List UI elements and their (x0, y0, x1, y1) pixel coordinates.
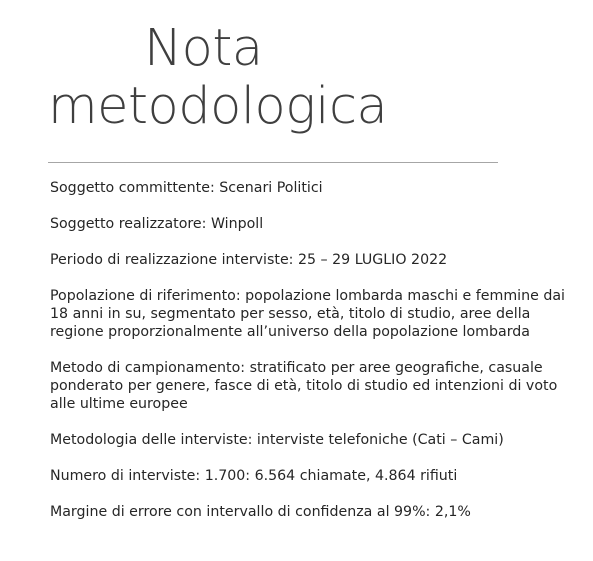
page-title (48, 20, 568, 136)
text-line: 18 anni in su, segmentato per sesso, età, titolo di studio, aree della (50, 306, 531, 322)
text-line: Soggetto committente: Scenari Politici (50, 180, 323, 196)
title-divider (48, 162, 498, 163)
paragraph-campionamento (50, 359, 570, 413)
paragraph-metodologia (50, 431, 570, 449)
text-line: Margine di errore con intervallo di confidenza al 99%: 2,1% (50, 504, 471, 520)
title-line-2: metodologica (48, 77, 388, 136)
paragraph-committente (50, 179, 570, 197)
text-line: regione proporzionalmente all’universo della popolazione lombarda (50, 324, 530, 340)
text-line: Metodologia delle interviste: interviste telefoniche (Cati – Cami) (50, 432, 504, 448)
title-line-1: Nota (144, 19, 263, 78)
paragraph-periodo (50, 251, 570, 269)
text-line: Numero di interviste: 1.700: 6.564 chiamate, 4.864 rifiuti (50, 468, 458, 484)
paragraph-popolazione (50, 287, 570, 341)
text-line: Metodo di campionamento: stratificato per aree geografiche, casuale (50, 360, 543, 376)
text-line: alle ultime europee (50, 396, 188, 412)
paragraph-realizzatore (50, 215, 570, 233)
methodology-content (50, 179, 570, 539)
text-line: Popolazione di riferimento: popolazione lombarda maschi e femmine dai (50, 288, 565, 304)
paragraph-numero-interviste (50, 467, 570, 485)
paragraph-margine-errore (50, 503, 570, 521)
text-line: Soggetto realizzatore: Winpoll (50, 216, 264, 232)
text-line: ponderato per genere, fasce di età, titolo di studio ed intenzioni di voto (50, 378, 558, 394)
text-line: Periodo di realizzazione interviste: 25 – 29 LUGLIO 2022 (50, 252, 448, 268)
